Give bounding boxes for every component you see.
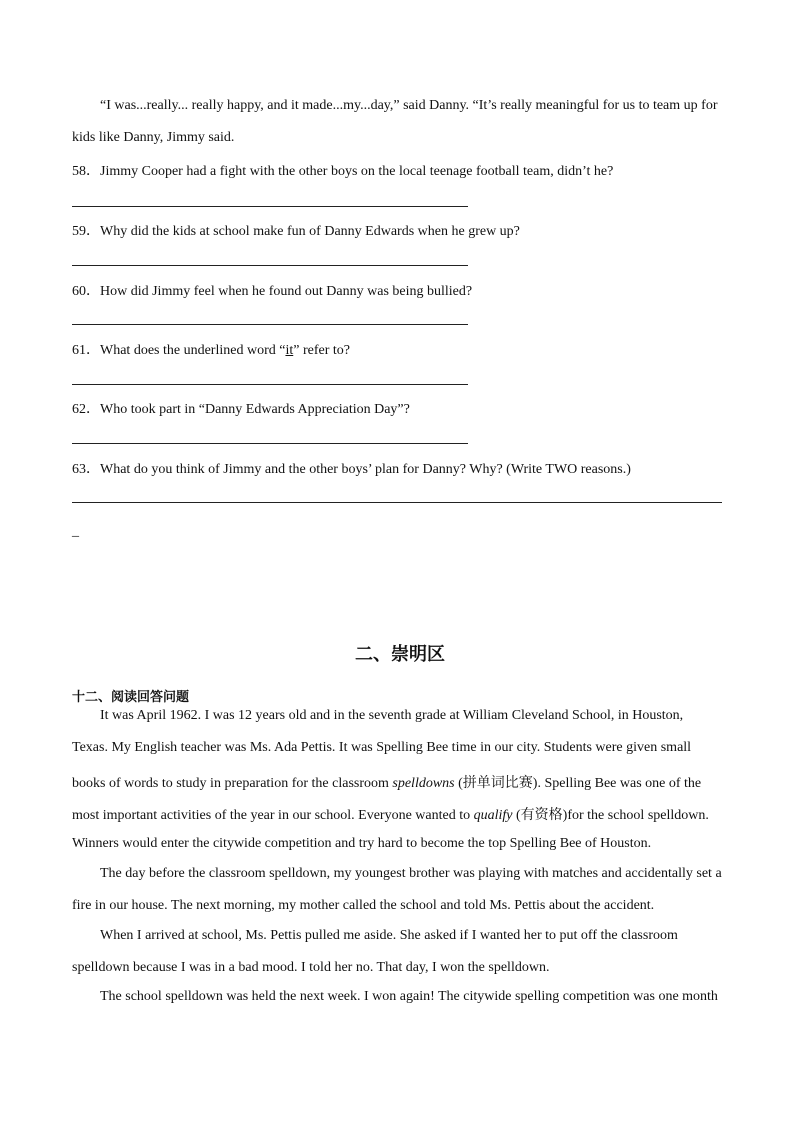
italic-word-spelldowns: spelldowns (392, 776, 455, 791)
question-text: Why did the kids at school make fun of Danny Edwards when he grew up? (100, 224, 520, 239)
question-63 (72, 458, 631, 478)
text-segment: books of words to study in preparation for the classroom (72, 776, 393, 791)
question-61 (72, 339, 350, 359)
paragraph-1-line-2: Texas. My English teacher was Ms. Ada Pettis. It was Spelling Bee time in our city. Students were given small (72, 740, 692, 755)
passage-end-line-2: kids like Danny, Jimmy said. (72, 130, 235, 145)
question-number: 63． (72, 462, 100, 477)
passage-end-line-1: “I was...really... really happy, and it made...my...day,” said Danny. “It’s really meaningful for us to team up for (100, 98, 718, 113)
question-59 (72, 220, 520, 240)
answer-line-58[interactable] (72, 206, 468, 207)
question-number: 58． (72, 164, 100, 179)
answer-line-63[interactable] (72, 502, 722, 503)
subsection-title: 十二、阅读回答问题 (72, 690, 190, 705)
answer-line-62[interactable] (72, 443, 468, 444)
paragraph-3-line-2: spelldown because I was in a bad mood. I told her no. That day, I won the spelldown. (72, 960, 550, 975)
question-number: 59． (72, 224, 100, 239)
question-60 (72, 280, 472, 300)
paragraph-1-line-1: It was April 1962. I was 12 years old and in the seventh grade at William Cleveland School, in Houston, (100, 708, 684, 723)
question-number: 61． (72, 343, 100, 358)
question-text: What do you think of Jimmy and the other boys’ plan for Danny? Why? (Write TWO reasons.) (100, 462, 631, 477)
question-number: 62． (72, 402, 100, 417)
question-text: How did Jimmy feel when he found out Danny was being bullied? (100, 284, 473, 299)
paragraph-1-line-3 (72, 772, 701, 792)
paragraph-4-line-1: The school spelldown was held the next week. I won again! The citywide spelling competition was one month (100, 989, 718, 1004)
question-number: 60． (72, 284, 100, 299)
paragraph-2-line-2: fire in our house. The next morning, my mother called the school and told Ms. Pettis about the accident. (72, 898, 655, 913)
paragraph-1-line-4 (72, 804, 709, 824)
answer-line-61[interactable] (72, 384, 468, 385)
paragraph-2-line-1: The day before the classroom spelldown, my youngest brother was playing with matches and accidentally set a (100, 866, 722, 881)
text-segment: most important activities of the year in our school. Everyone wanted to (72, 808, 474, 823)
question-text: Who took part in “Danny Edwards Appreciation Day”? (100, 402, 410, 417)
underlined-word: it (285, 343, 294, 358)
answer-line-59[interactable] (72, 265, 468, 266)
question-62 (72, 398, 410, 418)
text-segment: (有资格)for the school spelldown. (512, 808, 709, 823)
answer-line-60[interactable] (72, 324, 468, 325)
question-58 (72, 160, 613, 180)
section-title: 二、崇明区 (355, 644, 445, 665)
italic-word-qualify: qualify (473, 808, 513, 823)
question-text: Jimmy Cooper had a fight with the other boys on the local teenage football team, didn’t he? (100, 164, 614, 179)
question-text-after: ” refer to? (293, 343, 350, 358)
paragraph-1-line-5: Winners would enter the citywide competition and try hard to become the top Spelling Bee of Houston. (72, 836, 652, 851)
question-text-before: What does the underlined word “ (100, 343, 286, 358)
text-segment: (拼单词比赛). Spelling Bee was one of the (454, 776, 702, 791)
answer-line-63-continuation: _ (72, 524, 79, 539)
paragraph-3-line-1: When I arrived at school, Ms. Pettis pulled me aside. She asked if I wanted her to put off the classroom (100, 928, 678, 943)
